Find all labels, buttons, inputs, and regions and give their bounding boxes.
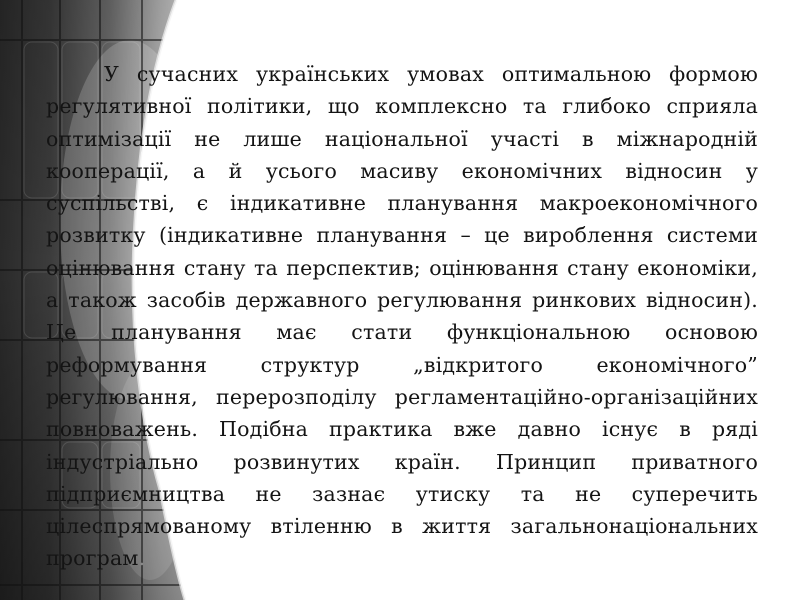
paragraph-end: .	[138, 546, 146, 571]
paragraph-text: У сучасних українських умовах оптимальною формою регулятивної політики, що комплексно та глибоко сприяла оптимізації не лише національної участі в міжнародній кооперації, а й усього масиву економічних відносин у суспільстві, є індикативне планування макроекономічного розвитку (індикативне планування – це вироблення системи оцінювання стану та перспектив; оцінювання стану економіки, а також засобів державного регулювання ринкових відносин). Це планування має стати функціональною основою реформування структур „відкритого економічного” регулювання, перерозподілу регламентаційно-організаційних повноважень. Подібна практика вже давно існує в ряді індустріально розвинутих країн. Принцип приватного підприємництва не зазнає утиску та не суперечить цілеспрямованому втіленню в життя загальнонаціональних програм	[46, 62, 758, 571]
body-paragraph	[46, 58, 758, 575]
